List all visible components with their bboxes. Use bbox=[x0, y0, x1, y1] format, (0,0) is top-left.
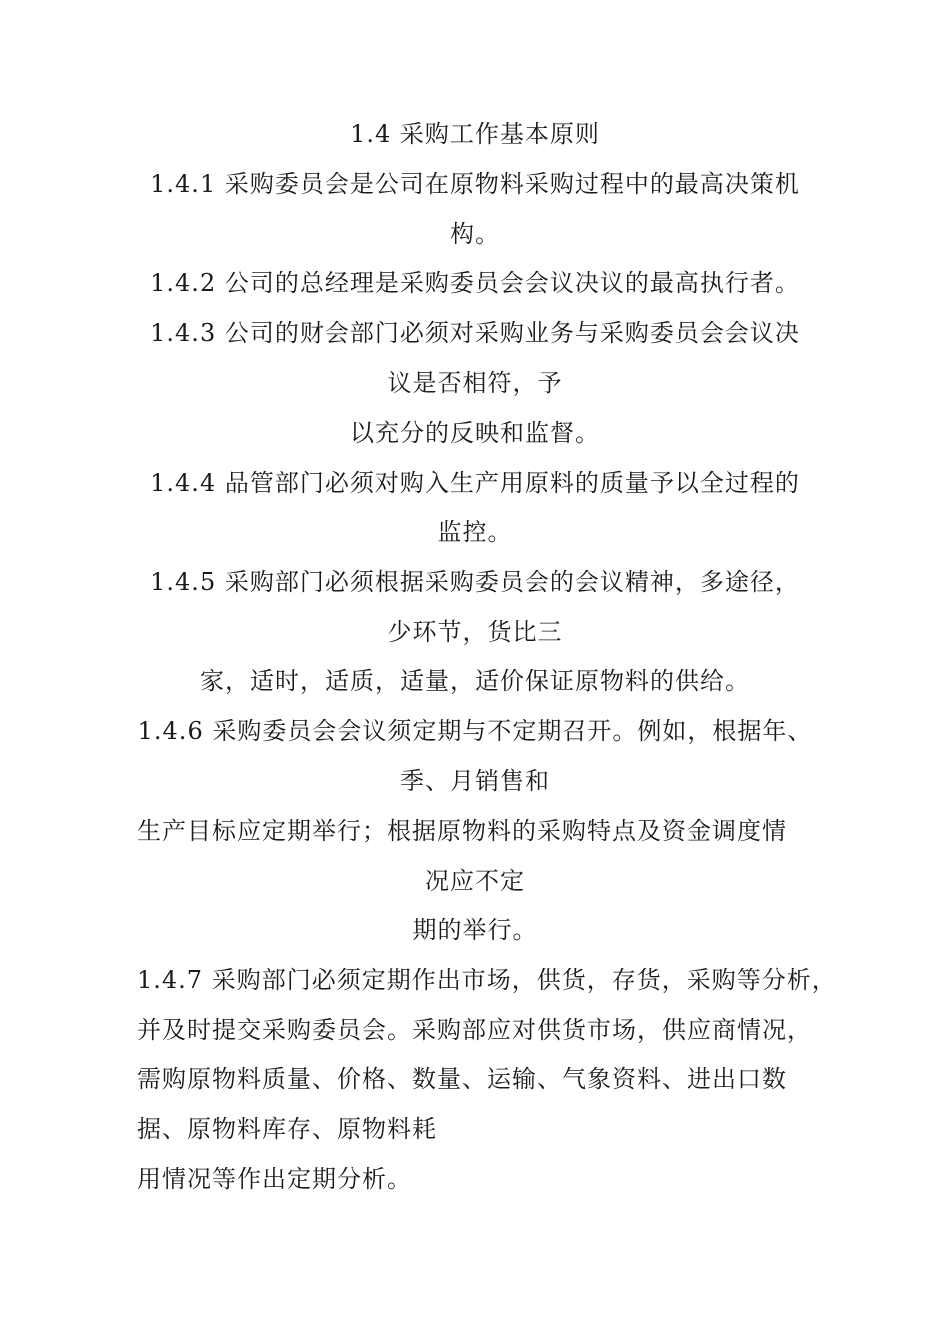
paragraph-line: 少环节，货比三 bbox=[387, 618, 563, 646]
paragraph-line: 1.4.4 品管部门必须对购入生产用原料的质量予以全过程的 bbox=[150, 469, 800, 497]
paragraph-line: 生产目标应定期举行；根据原物料的采购特点及资金调度情 bbox=[137, 817, 787, 845]
paragraph-line: 1.4.7 采购部门必须定期作出市场，供货，存货，采购等分析， bbox=[137, 966, 837, 994]
paragraph-line: 需购原物料质量、价格、数量、运输、气象资料、进出口数 bbox=[137, 1065, 787, 1093]
paragraph-line: 季、月销售和 bbox=[400, 767, 550, 795]
paragraph-line: 期的举行。 bbox=[412, 916, 538, 944]
paragraph-line: 据、原物料库存、原物料耗 bbox=[137, 1115, 437, 1143]
paragraph-line: 构。 bbox=[450, 220, 500, 248]
paragraph-line: 议是否相符，予 bbox=[387, 369, 563, 397]
paragraph-line: 1.4.2 公司的总经理是采购委员会会议决议的最高执行者。 bbox=[150, 269, 800, 297]
paragraph-line: 用情况等作出定期分析。 bbox=[137, 1165, 412, 1193]
paragraph-line: 1.4.1 采购委员会是公司在原物料采购过程中的最高决策机 bbox=[150, 170, 800, 198]
paragraph-line: 1.4.6 采购委员会会议须定期与不定期召开。例如，根据年、 bbox=[137, 717, 813, 745]
paragraph-line: 并及时提交采购委员会。采购部应对供货市场，供应商情况， bbox=[137, 1016, 812, 1044]
paragraph-line: 1.4.3 公司的财会部门必须对采购业务与采购委员会会议决 bbox=[150, 319, 800, 347]
section-heading: 1.4 采购工作基本原则 bbox=[350, 120, 600, 148]
paragraph-line: 1.4.5 采购部门必须根据采购委员会的会议精神，多途径， bbox=[150, 568, 800, 596]
paragraph-line: 监控。 bbox=[437, 518, 513, 546]
paragraph-line: 况应不定 bbox=[425, 867, 525, 895]
paragraph-line: 家，适时，适质，适量，适价保证原物料的供给。 bbox=[200, 667, 750, 695]
paragraph-line: 以充分的反映和监督。 bbox=[350, 419, 600, 447]
